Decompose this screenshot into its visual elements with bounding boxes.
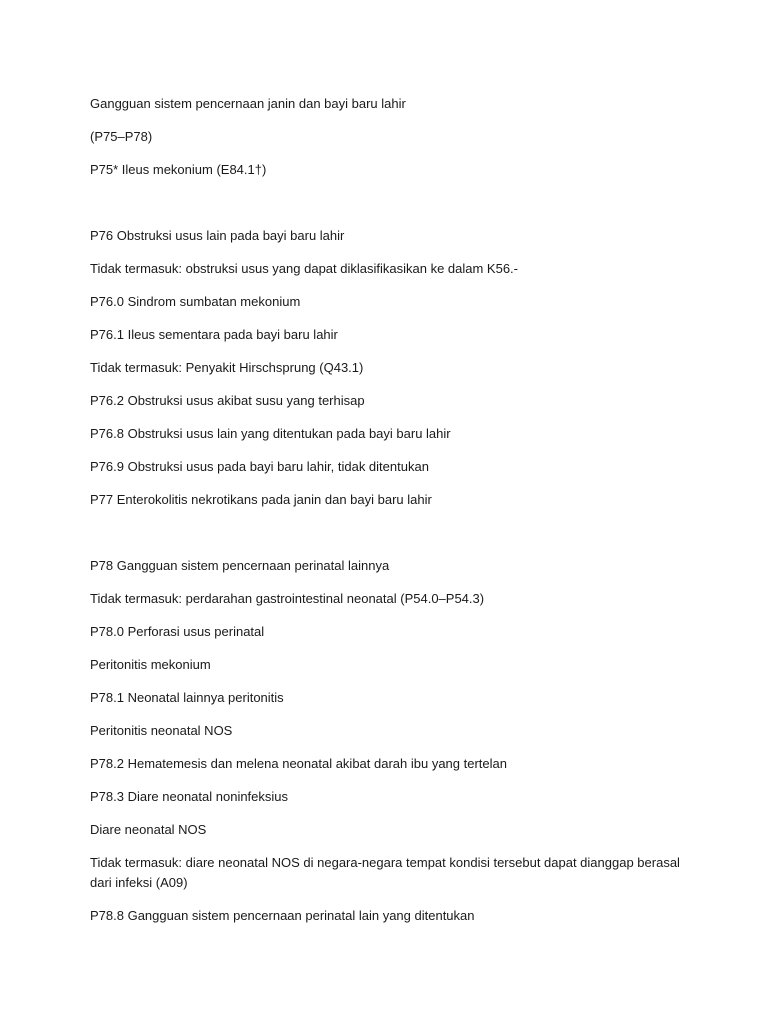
entry-p76: P76 Obstruksi usus lain pada bayi baru lahir bbox=[90, 228, 345, 243]
exclusion-note: Tidak termasuk: perdarahan gastrointestinal neonatal (P54.0–P54.3) bbox=[90, 591, 485, 606]
entry-p78: P78 Gangguan sistem pencernaan perinatal lainnya bbox=[90, 558, 390, 573]
entry-p76-8: P76.8 Obstruksi usus lain yang ditentukan pada bayi baru lahir bbox=[90, 426, 451, 441]
blank-line bbox=[90, 523, 690, 556]
entry-p78-1: P78.1 Neonatal lainnya peritonitis bbox=[90, 690, 284, 705]
exclusion-note: Tidak termasuk: diare neonatal NOS di negara-negara tempat kondisi tersebut dapat dianggap berasal dari infeksi (A09) bbox=[90, 855, 680, 890]
blank-line bbox=[90, 193, 690, 226]
entry-p76-2: P76.2 Obstruksi usus akibat susu yang terhisap bbox=[90, 393, 365, 408]
inclusion-term: Peritonitis neonatal NOS bbox=[90, 723, 233, 738]
document-title: Gangguan sistem pencernaan janin dan bayi baru lahir bbox=[90, 96, 406, 111]
exclusion-note: Tidak termasuk: Penyakit Hirschsprung (Q43.1) bbox=[90, 360, 364, 375]
entry-p78-0: P78.0 Perforasi usus perinatal bbox=[90, 624, 265, 639]
entry-p76-0: P76.0 Sindrom sumbatan mekonium bbox=[90, 294, 301, 309]
entry-p76-9: P76.9 Obstruksi usus pada bayi baru lahir, tidak ditentukan bbox=[90, 459, 429, 474]
entry-p78-2: P78.2 Hematemesis dan melena neonatal akibat darah ibu yang tertelan bbox=[90, 756, 507, 771]
entry-p75: P75* Ileus mekonium (E84.1†) bbox=[90, 162, 267, 177]
code-range: (P75–P78) bbox=[90, 129, 153, 144]
entry-p77: P77 Enterokolitis nekrotikans pada janin dan bayi baru lahir bbox=[90, 492, 432, 507]
entry-p76-1: P76.1 Ileus sementara pada bayi baru lahir bbox=[90, 327, 338, 342]
document-page bbox=[90, 94, 690, 939]
inclusion-term: Diare neonatal NOS bbox=[90, 822, 207, 837]
exclusion-note: Tidak termasuk: obstruksi usus yang dapat diklasifikasikan ke dalam K56.- bbox=[90, 261, 518, 276]
entry-p78-3: P78.3 Diare neonatal noninfeksius bbox=[90, 789, 289, 804]
inclusion-term: Peritonitis mekonium bbox=[90, 657, 211, 672]
entry-p78-8: P78.8 Gangguan sistem pencernaan perinatal lain yang ditentukan bbox=[90, 908, 475, 923]
